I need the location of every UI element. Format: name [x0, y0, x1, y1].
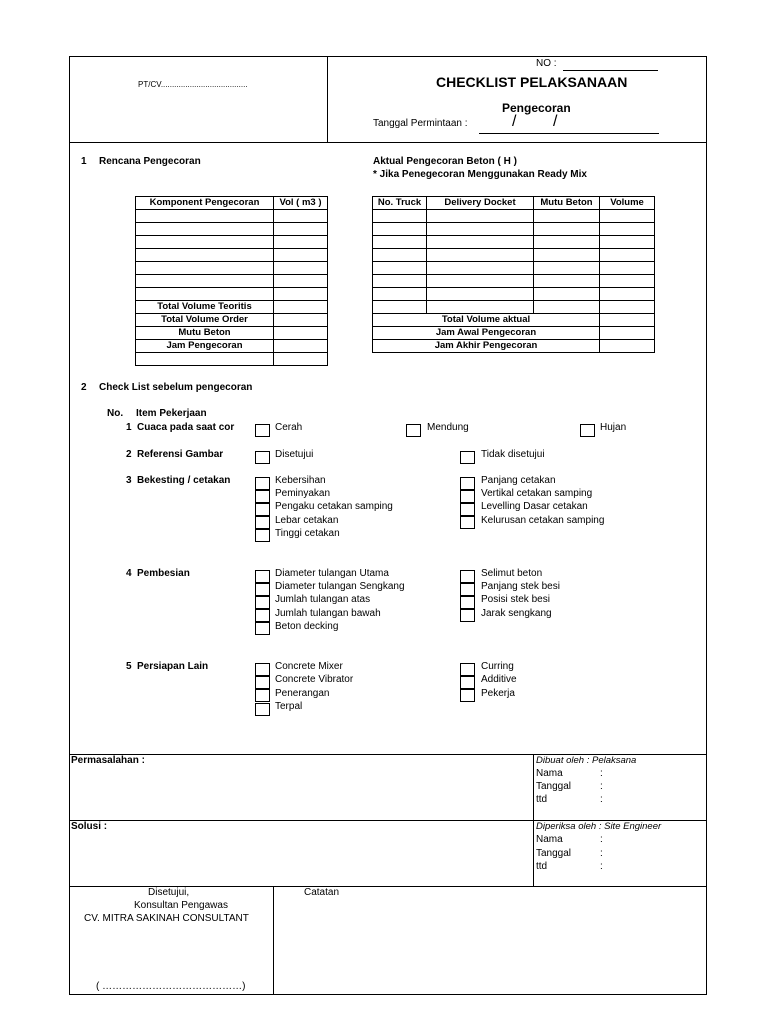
table-row[interactable]	[373, 262, 655, 275]
item-label-rebar: Pembesian	[137, 568, 190, 579]
signature-line: ( ……………………………………)	[96, 981, 246, 992]
checkbox-mendung[interactable]	[406, 424, 421, 437]
col-header-volume: Vol ( m3 )	[274, 197, 328, 210]
section1-number: 1	[81, 156, 87, 167]
checked-by-signature-colon: :	[600, 861, 603, 872]
date-slash-2: /	[553, 113, 558, 130]
option-label: Tinggi cetakan	[275, 528, 340, 539]
table-row[interactable]	[373, 210, 655, 223]
option-label: Kelurusan cetakan samping	[481, 515, 605, 526]
total-volume-theoretical-label: Total Volume Teoritis	[136, 301, 274, 314]
checkbox-disetujui[interactable]	[255, 451, 270, 464]
option-label: Lebar cetakan	[275, 515, 339, 526]
option-label: Diameter tulangan Utama	[275, 568, 389, 579]
checkbox[interactable]	[255, 689, 270, 702]
table-row[interactable]	[136, 262, 328, 275]
option-label: Concrete Mixer	[275, 661, 343, 672]
item-number: 5	[126, 661, 132, 672]
form-title: CHECKLIST PELAKSANAAN	[436, 74, 628, 90]
checkbox[interactable]	[460, 663, 475, 676]
option-label: Diameter tulangan Sengkang	[275, 581, 405, 592]
col-header-grade: Mutu Beton	[534, 197, 600, 210]
checkbox[interactable]	[460, 503, 475, 516]
col-header-docket: Delivery Docket	[427, 197, 534, 210]
option-label: Jumlah tulangan atas	[275, 594, 371, 605]
checkbox[interactable]	[460, 516, 475, 529]
table-row[interactable]	[136, 353, 328, 366]
checked-by-signature-label: ttd	[536, 861, 548, 872]
form-subtitle: Pengecoran	[502, 101, 571, 115]
checked-by-name-label: Nama	[536, 834, 563, 845]
request-date-label: Tanggal Permintaan :	[373, 118, 468, 129]
total-volume-order-label: Total Volume Order	[136, 314, 274, 327]
total-volume-actual-label: Total Volume aktual	[373, 314, 600, 327]
option-label: Pekerja	[481, 688, 515, 699]
checkbox[interactable]	[255, 490, 270, 503]
option-label: Concrete Vibrator	[275, 674, 354, 685]
option-label: Pengaku cetakan samping	[275, 501, 393, 512]
no-field-line[interactable]	[563, 70, 658, 71]
total-volume-theoretical-value[interactable]	[274, 301, 328, 314]
checked-by-date-label: Tanggal	[536, 848, 572, 859]
item-number: 4	[126, 568, 132, 579]
checkbox[interactable]	[255, 703, 270, 716]
checkbox[interactable]	[460, 609, 475, 622]
checked-by-date-colon: :	[600, 848, 603, 859]
table-row[interactable]	[373, 275, 655, 288]
consultant-name: CV. MITRA SAKINAH CONSULTANT	[84, 913, 249, 924]
col-item-label: Item Pekerjaan	[136, 408, 207, 419]
option-tidak-disetujui: Tidak disetujui	[481, 449, 545, 460]
concrete-grade-label: Mutu Beton	[136, 327, 274, 340]
option-label: Kebersihan	[275, 475, 326, 486]
header-bottom-line	[69, 142, 707, 143]
option-label: Selimut beton	[481, 568, 543, 579]
made-by-signature-colon: :	[600, 794, 603, 805]
start-pour-time-value[interactable]	[600, 327, 655, 340]
header-divider	[327, 56, 328, 142]
table-row[interactable]	[136, 275, 328, 288]
option-mendung: Mendung	[427, 422, 469, 433]
no-label: NO :	[536, 58, 557, 69]
table-row[interactable]	[136, 223, 328, 236]
option-label: Panjang stek besi	[481, 581, 560, 592]
total-volume-order-value[interactable]	[274, 314, 328, 327]
col-header-truck: No. Truck	[373, 197, 427, 210]
checkbox[interactable]	[460, 490, 475, 503]
checkbox[interactable]	[460, 689, 475, 702]
checkbox[interactable]	[255, 529, 270, 542]
checkbox[interactable]	[255, 503, 270, 516]
solution-label: Solusi :	[71, 821, 108, 832]
end-pour-time-value[interactable]	[600, 340, 655, 353]
table-row[interactable]	[136, 249, 328, 262]
checkbox[interactable]	[460, 676, 475, 689]
supervisor-label: Konsultan Pengawas	[134, 900, 228, 911]
date-slash-1: /	[512, 113, 517, 130]
option-label: Additive	[481, 674, 517, 685]
section2-number: 2	[81, 382, 87, 393]
table-row[interactable]	[373, 249, 655, 262]
checkbox[interactable]	[255, 676, 270, 689]
checkbox[interactable]	[255, 570, 270, 583]
item-label-formwork: Bekesting / cetakan	[137, 475, 231, 486]
table-row[interactable]	[373, 288, 655, 301]
table-row[interactable]	[373, 223, 655, 236]
notes-label: Catatan	[304, 887, 340, 898]
concrete-grade-value[interactable]	[274, 327, 328, 340]
table-row[interactable]	[136, 210, 328, 223]
col-header-volume: Volume	[600, 197, 655, 210]
option-label: Curring	[481, 661, 514, 672]
section1-title: Rencana Pengecoran	[99, 156, 201, 167]
planned-pour-table	[135, 196, 328, 366]
pour-time-value[interactable]	[274, 340, 328, 353]
total-volume-actual-value[interactable]	[600, 314, 655, 327]
option-label: Levelling Dasar cetakan	[481, 501, 588, 512]
made-by-signature-label: ttd	[536, 794, 548, 805]
checkbox[interactable]	[255, 663, 270, 676]
approval-divider	[273, 886, 274, 995]
item-number: 2	[126, 449, 132, 460]
col-header-component: Komponent Pengecoran	[136, 197, 274, 210]
pour-time-label: Jam Pengecoran	[136, 340, 274, 353]
checkbox[interactable]	[255, 596, 270, 609]
checkbox[interactable]	[255, 609, 270, 622]
start-pour-time-label: Jam Awal Pengecoran	[373, 327, 600, 340]
end-pour-time-label: Jam Akhir Pengecoran	[373, 340, 600, 353]
made-by-label: Dibuat oleh : Pelaksana	[536, 755, 637, 766]
checkbox[interactable]	[460, 583, 475, 596]
approved-label: Disetujui,	[148, 887, 190, 898]
option-label: Jumlah tulangan bawah	[275, 608, 381, 619]
table-row[interactable]	[136, 236, 328, 249]
company-label: PT/CV.......................................	[138, 80, 248, 89]
checkbox[interactable]	[255, 477, 270, 490]
item-label-other-prep: Persiapan Lain	[137, 661, 209, 672]
request-date-line[interactable]	[479, 133, 659, 134]
checkbox[interactable]	[460, 477, 475, 490]
checkbox-tidak-disetujui[interactable]	[460, 451, 475, 464]
option-label: Beton decking	[275, 621, 339, 632]
item-label-weather: Cuaca pada saat cor	[137, 422, 235, 433]
checkbox[interactable]	[255, 583, 270, 596]
checkbox-hujan[interactable]	[580, 424, 595, 437]
actual-pour-table	[372, 196, 655, 353]
checked-by-label: Diperiksa oleh : Site Engineer	[536, 821, 662, 832]
table-row[interactable]	[136, 288, 328, 301]
col-no-label: No.	[107, 408, 124, 419]
table-row[interactable]	[373, 301, 655, 314]
option-label: Penerangan	[275, 688, 330, 699]
option-cerah: Cerah	[275, 422, 303, 433]
checkbox-cerah[interactable]	[255, 424, 270, 437]
option-hujan: Hujan	[600, 422, 627, 433]
ready-mix-note: * Jika Penegecoran Menggunakan Ready Mix	[373, 169, 587, 180]
actual-pour-title: Aktual Pengecoran Beton ( H )	[373, 156, 517, 167]
item-label-drawing: Referensi Gambar	[137, 449, 224, 460]
made-by-date-colon: :	[600, 781, 603, 792]
checked-by-name-colon: :	[600, 834, 603, 845]
item-number: 3	[126, 475, 132, 486]
option-label: Panjang cetakan	[481, 475, 556, 486]
option-label: Vertikal cetakan samping	[481, 488, 593, 499]
option-label: Posisi stek besi	[481, 594, 550, 605]
made-by-date-label: Tanggal	[536, 781, 572, 792]
option-label: Terpal	[275, 701, 303, 712]
item-number: 1	[126, 422, 132, 433]
table-row[interactable]	[373, 236, 655, 249]
checkbox[interactable]	[460, 570, 475, 583]
problems-label: Permasalahan :	[71, 755, 145, 766]
checkbox[interactable]	[255, 516, 270, 529]
made-by-name-label: Nama	[536, 768, 563, 779]
made-by-name-colon: :	[600, 768, 603, 779]
section2-title: Check List sebelum pengecoran	[99, 382, 253, 393]
option-label: Jarak sengkang	[481, 608, 552, 619]
option-disetujui: Disetujui	[275, 449, 314, 460]
option-label: Peminyakan	[275, 488, 331, 499]
checkbox[interactable]	[255, 622, 270, 635]
checkbox[interactable]	[460, 596, 475, 609]
sign-divider	[533, 754, 534, 886]
